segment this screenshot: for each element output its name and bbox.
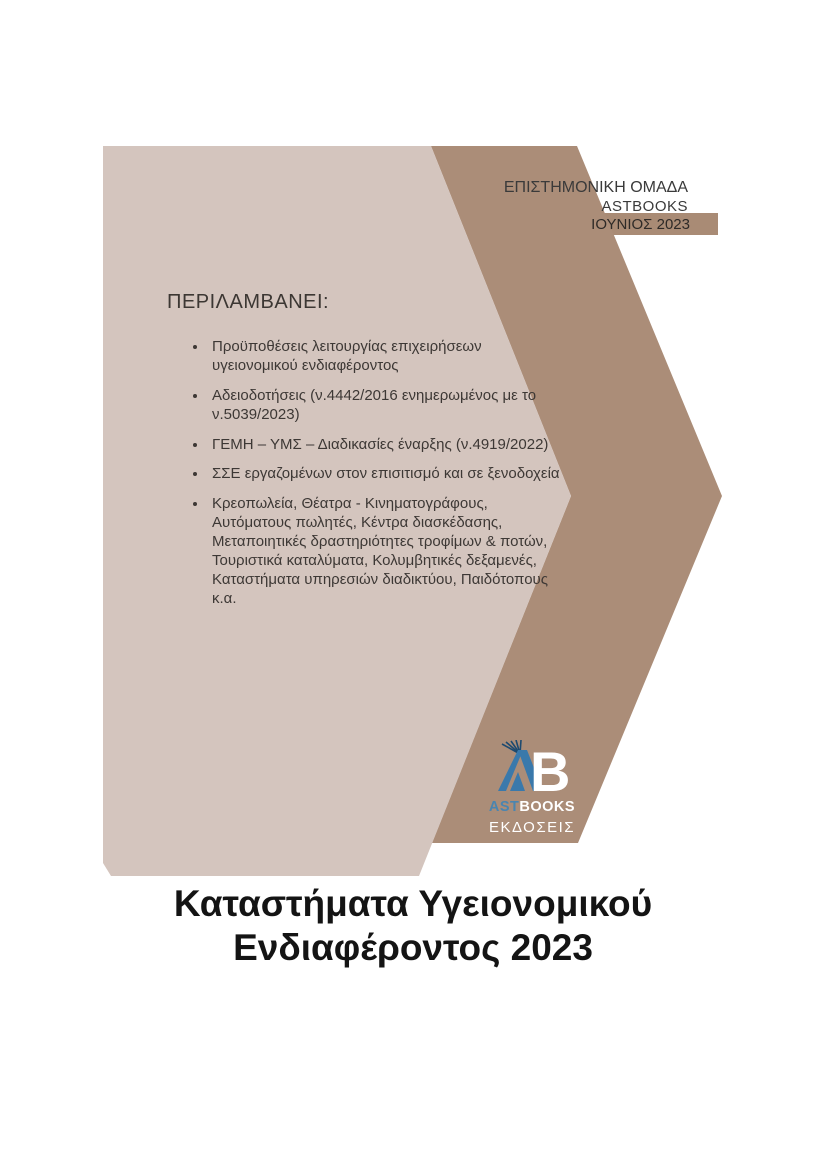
list-item: • Προϋποθέσεις λειτουργίας επιχειρήσεων υγειονομικού ενδιαφέροντος <box>208 338 560 376</box>
issue-date-label: ΙΟΥΝΙΟΣ 2023 <box>591 216 690 233</box>
list-item: • Αδειοδοτήσεις (ν.4442/2016 ενημερωμένος με το ν.5039/2023) <box>208 387 560 425</box>
title-line-1: Καταστήματα Υγειονομικού <box>173 883 653 924</box>
contents-bullet-list <box>190 338 560 620</box>
wordmark-books: BOOKS <box>519 799 576 815</box>
list-item: • Κρεοπωλεία, Θέατρα - Κινηματογράφους, Αυτόματους πωλητές, Κέντρα διασκέδασης, Μεταποιητικές δραστηριότητες τροφίμων & ποτών, Τουριστικά καταλύματα, Κολυμβητικές δεξαμενές, Καταστήματα υπηρεσιών διαδικτύου, Παιδότοπους κ.α. <box>208 495 560 608</box>
page-title <box>0 882 826 970</box>
logo-b-glyph: B <box>530 740 570 794</box>
wordmark-ast: AST <box>488 799 520 815</box>
publisher-label: ΕΚΔΟΣΕΙΣ <box>488 819 576 836</box>
astbooks-wordmark <box>486 799 578 815</box>
astbooks-logo-icon <box>494 740 570 794</box>
astbooks-team-label: ASTBOOKS <box>601 198 688 215</box>
includes-heading: ΠΕΡΙΛΑΜΒΑΝΕΙ: <box>167 291 330 313</box>
list-item: • ΣΣΕ εργαζομένων στον επισιτισμό και σε ξενοδοχεία <box>208 465 560 484</box>
list-item: • ΓΕΜΗ – ΥΜΣ – Διαδικασίες έναρξης (ν.4919/2022) <box>208 436 560 455</box>
title-line-2: Ενδιαφέροντος 2023 <box>233 927 593 968</box>
scientific-team-label: ΕΠΙΣΤΗΜΟΝΙΚΗ ΟΜΑΔΑ <box>503 179 688 196</box>
